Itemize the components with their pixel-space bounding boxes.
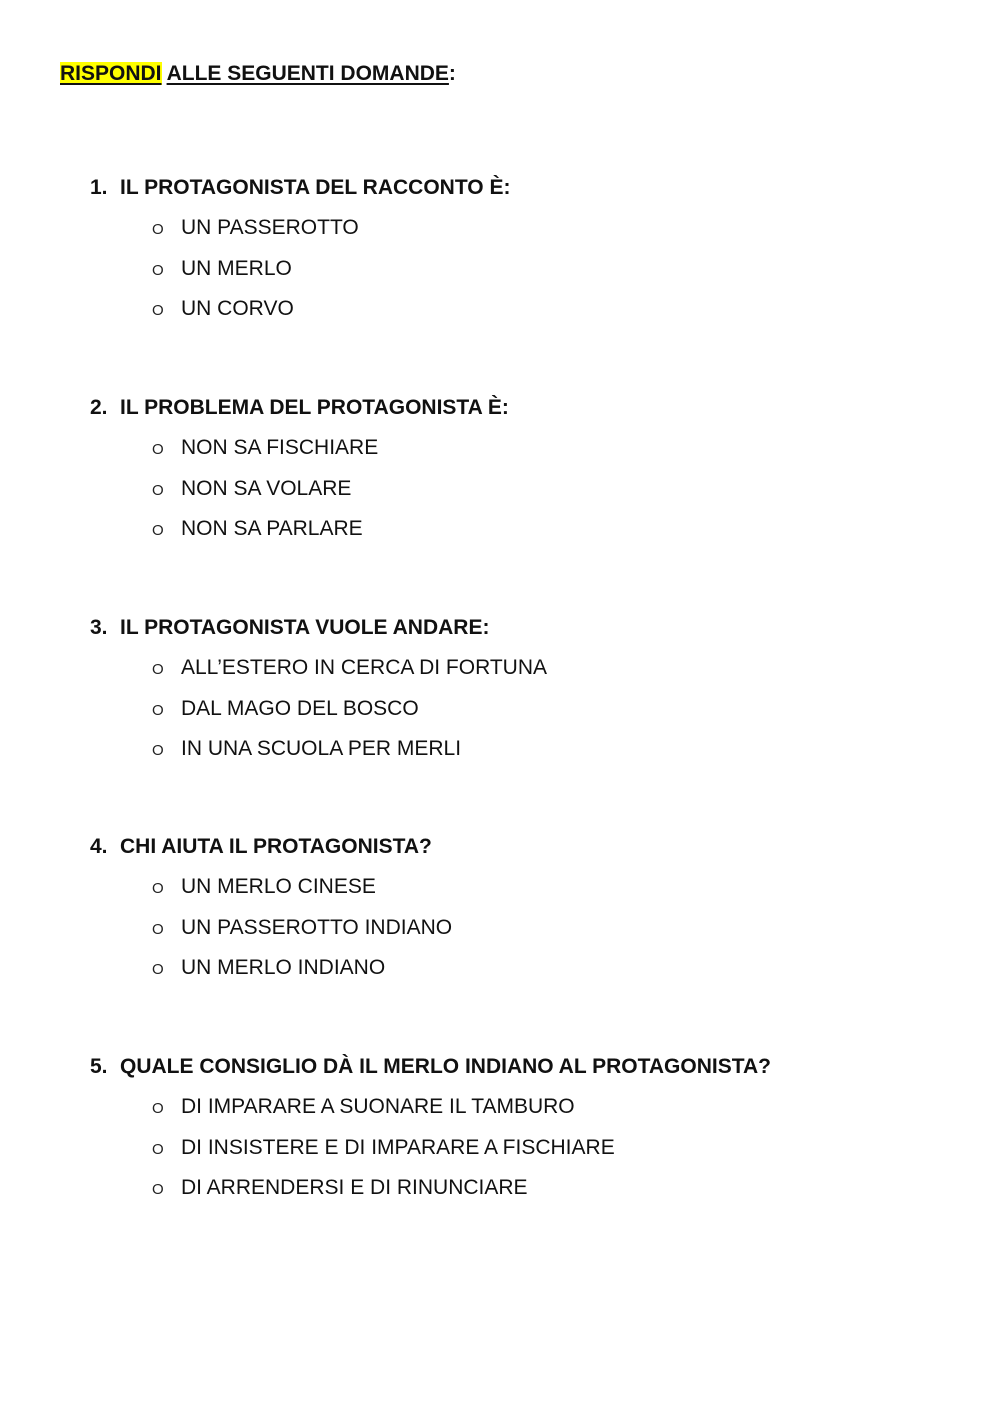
- answer-option[interactable]: [152, 1087, 970, 1128]
- question-number: 4.: [90, 835, 108, 858]
- question-heading: [90, 174, 970, 202]
- question-text: CHI AIUTA IL PROTAGONISTA?: [120, 835, 432, 858]
- question-text: IL PROTAGONISTA VUOLE ANDARE:: [120, 616, 490, 639]
- radio-circle-icon[interactable]: O: [152, 701, 164, 719]
- options-list: [90, 428, 970, 550]
- answer-option[interactable]: [152, 208, 970, 249]
- question-4: [90, 833, 970, 989]
- title-colon: :: [448, 62, 456, 85]
- answer-option[interactable]: [152, 1168, 970, 1209]
- answer-option[interactable]: [152, 289, 970, 330]
- question-text: IL PROTAGONISTA DEL RACCONTO È:: [120, 176, 511, 199]
- answer-option[interactable]: [152, 867, 970, 908]
- answer-option[interactable]: [152, 1128, 970, 1169]
- option-label: ALL’ESTERO IN CERCA DI FORTUNA: [181, 656, 548, 679]
- option-label: UN MERLO INDIANO: [181, 956, 386, 979]
- option-label: UN PASSEROTTO: [181, 216, 359, 239]
- options-list: [90, 648, 970, 770]
- answer-option[interactable]: [152, 249, 970, 290]
- answer-option[interactable]: [152, 948, 970, 989]
- option-label: NON SA FISCHIARE: [181, 436, 379, 459]
- radio-circle-icon[interactable]: O: [152, 481, 164, 499]
- question-1: [90, 174, 970, 330]
- title-highlight: RISPONDI: [60, 62, 162, 85]
- question-3: [90, 614, 970, 770]
- answer-option[interactable]: [152, 729, 970, 770]
- question-number: 5.: [90, 1055, 108, 1078]
- question-text: IL PROBLEMA DEL PROTAGONISTA È:: [120, 396, 509, 419]
- radio-circle-icon[interactable]: O: [152, 961, 164, 978]
- answer-option[interactable]: [152, 428, 970, 469]
- radio-circle-icon[interactable]: O: [152, 221, 164, 238]
- radio-circle-icon[interactable]: O: [152, 261, 164, 279]
- radio-circle-icon[interactable]: O: [152, 742, 164, 759]
- option-label: DAL MAGO DEL BOSCO: [181, 696, 419, 720]
- page-title: [60, 60, 456, 88]
- radio-circle-icon[interactable]: O: [152, 880, 164, 897]
- radio-circle-icon[interactable]: O: [152, 661, 164, 678]
- radio-circle-icon[interactable]: O: [152, 441, 164, 458]
- option-label: NON SA PARLARE: [181, 517, 363, 540]
- option-label: DI IMPARARE A SUONARE IL TAMBURO: [181, 1095, 575, 1118]
- question-heading: [90, 833, 970, 861]
- answer-option[interactable]: [152, 469, 970, 510]
- radio-circle-icon[interactable]: O: [152, 1100, 164, 1117]
- option-label: NON SA VOLARE: [181, 476, 352, 500]
- title-rest: ALLE SEGUENTI DOMANDE: [166, 62, 449, 85]
- question-2: [90, 394, 970, 550]
- option-label: DI INSISTERE E DI IMPARARE A FISCHIARE: [181, 1135, 615, 1159]
- options-list: [90, 1087, 970, 1209]
- question-text: QUALE CONSIGLIO DÀ IL MERLO INDIANO AL PROTAGONISTA?: [120, 1055, 771, 1078]
- radio-circle-icon[interactable]: O: [152, 302, 164, 319]
- option-label: UN MERLO: [181, 256, 292, 280]
- option-label: UN MERLO CINESE: [181, 875, 376, 898]
- answer-option[interactable]: [152, 509, 970, 550]
- question-heading: [90, 614, 970, 642]
- question-number: 2.: [90, 396, 108, 419]
- question-heading: [90, 394, 970, 422]
- option-label: DI ARRENDERSI E DI RINUNCIARE: [181, 1176, 528, 1199]
- radio-circle-icon[interactable]: O: [152, 920, 164, 938]
- answer-option[interactable]: [152, 908, 970, 949]
- question-5: [90, 1053, 970, 1209]
- answer-option[interactable]: [152, 648, 970, 689]
- radio-circle-icon[interactable]: O: [152, 1181, 164, 1198]
- radio-circle-icon[interactable]: O: [152, 1140, 164, 1158]
- question-heading: [90, 1053, 970, 1081]
- question-number: 1.: [90, 176, 108, 199]
- question-number: 3.: [90, 616, 108, 639]
- options-list: [90, 867, 970, 989]
- options-list: [90, 208, 970, 330]
- option-label: UN CORVO: [181, 297, 294, 320]
- option-label: UN PASSEROTTO INDIANO: [181, 915, 453, 939]
- answer-option[interactable]: [152, 689, 970, 730]
- option-label: IN UNA SCUOLA PER MERLI: [181, 737, 462, 760]
- radio-circle-icon[interactable]: O: [152, 522, 164, 539]
